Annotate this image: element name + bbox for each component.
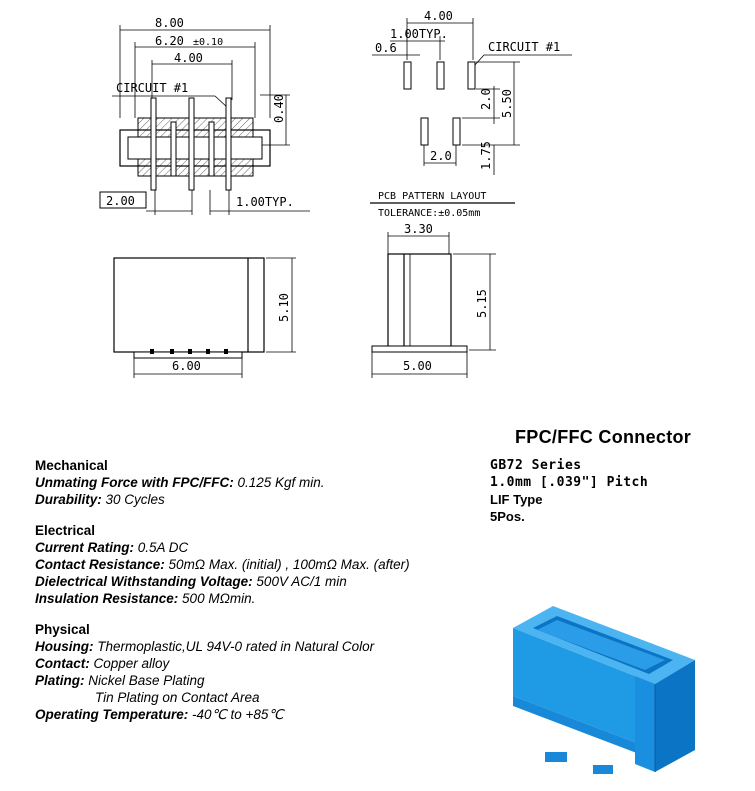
dim-200: 2.00	[106, 194, 135, 208]
pcb-dim-20h: 2.0	[430, 149, 452, 163]
pcb-tolerance: TOLERANCE:±0.05mm	[378, 208, 481, 219]
pcb-dim-06: 0.6	[375, 41, 397, 55]
pcb-dim-20v: 2.0	[479, 88, 493, 110]
pcb-dim-175: 1.75	[479, 141, 493, 170]
spec-temperature: Operating Temperature: -40℃ to +85℃	[35, 707, 284, 722]
physical-heading: Physical	[35, 622, 90, 637]
pcb-pads	[404, 62, 475, 145]
spec-contact: Contact: Copper alloy	[35, 656, 170, 671]
spec-insulation: Insulation Resistance: 500 MΩmin.	[35, 591, 256, 606]
dim-040: 0.40	[272, 94, 286, 123]
circuit-label: CIRCUIT #1	[116, 81, 189, 95]
spec-durability: Durability: 30 Cycles	[35, 492, 165, 507]
pcb-circuit-label: CIRCUIT #1	[488, 40, 561, 54]
front-view	[114, 258, 296, 378]
product-info	[490, 457, 648, 525]
spec-dielectric: Dielectrical Withstanding Voltage: 500V AC/1 min	[35, 574, 347, 589]
pcb-caption: PCB PATTERN LAYOUT	[378, 191, 487, 202]
spec-current: Current Rating: 0.5A DC	[35, 540, 189, 555]
pitch-info: 1.0mm [.039"] Pitch	[490, 475, 649, 490]
specifications	[35, 457, 410, 723]
pcb-dim-400: 4.00	[424, 9, 453, 23]
side-dim-width: 5.00	[403, 359, 432, 373]
pcb-pattern	[370, 9, 572, 219]
electrical-heading: Electrical	[35, 523, 96, 538]
positions-info: 5Pos.	[490, 509, 525, 524]
mechanical-heading: Mechanical	[35, 458, 108, 473]
dim-620: 6.20	[155, 34, 184, 48]
connector-3d-image	[505, 600, 725, 790]
side-dim-top: 3.30	[404, 222, 433, 236]
series-name: GB72 Series	[490, 458, 582, 473]
side-view	[372, 222, 496, 378]
side-dim-height: 5.15	[475, 289, 489, 318]
spec-unmating: Unmating Force with FPC/FFC: 0.125 Kgf min.	[35, 475, 325, 490]
spec-housing: Housing: Thermoplastic,UL 94V-0 rated in Natural Color	[35, 639, 375, 654]
dim-pitch: 1.00TYP.	[236, 195, 294, 209]
type-info: LIF Type	[490, 492, 543, 507]
top-view	[100, 16, 310, 215]
pcb-dim-550: 5.50	[500, 89, 514, 118]
front-dim-height: 5.10	[277, 293, 291, 322]
product-title: FPC/FFC Connector	[515, 427, 692, 447]
dim-400: 4.00	[174, 51, 203, 65]
dim-overall: 8.00	[155, 16, 184, 30]
front-dim-width: 6.00	[172, 359, 201, 373]
dim-620-tol: ±0.10	[193, 37, 224, 48]
spec-contact-resistance: Contact Resistance: 50mΩ Max. (initial) , 100mΩ Max. (after)	[35, 557, 410, 572]
spec-plating: Plating: Nickel Base Plating	[35, 673, 205, 688]
pcb-dim-pitch: 1.00TYP.	[390, 27, 448, 41]
spec-plating-2: Tin Plating on Contact Area	[95, 690, 260, 705]
